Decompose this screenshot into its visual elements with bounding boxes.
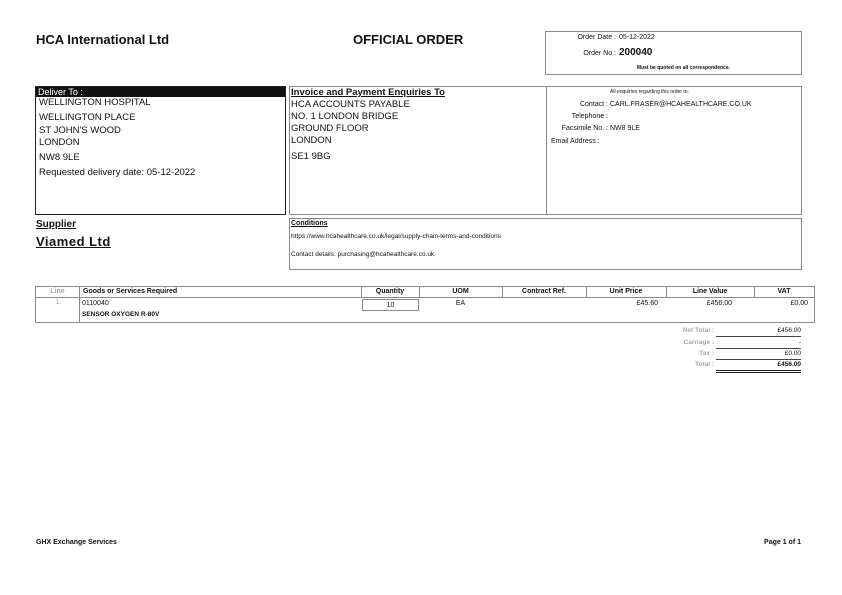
conditions-contact: Contact details: purchasing@hcahealthcare.co.uk bbox=[291, 251, 435, 258]
conditions-label: Conditions bbox=[291, 220, 328, 227]
invoice-line-4: LONDON bbox=[291, 135, 332, 146]
invoice-postcode: SE1 9BG bbox=[291, 151, 331, 162]
line-col-sep bbox=[79, 287, 80, 322]
order-date-value: 05-12-2022 bbox=[619, 34, 655, 41]
header-vat: VAT bbox=[777, 288, 791, 295]
conditions-url: https://www.hcahealthcare.co.uk/legal/supply-chain-terms-and-conditions bbox=[291, 233, 501, 240]
row-unit-price: £45.60 bbox=[636, 300, 658, 307]
row-item-description: SENSOR OXYGEN R-80V bbox=[82, 311, 160, 318]
company-name: HCA International Ltd bbox=[36, 32, 170, 47]
invoice-line-2: NO. 1 LONDON BRIDGE bbox=[291, 111, 399, 122]
deliver-line-2: WELLINGTON PLACE bbox=[39, 112, 136, 123]
row-line-number: 1 bbox=[55, 299, 60, 306]
tax-value: £0.00 bbox=[716, 350, 801, 360]
header-line: Line bbox=[50, 288, 65, 295]
deliver-line-3: ST JOHN'S WOOD bbox=[39, 125, 121, 136]
header-line-value: Line Value bbox=[692, 288, 728, 295]
total-label: Total : bbox=[694, 361, 714, 368]
net-total-label: Net Total : bbox=[682, 327, 714, 334]
carriage-value: - bbox=[716, 339, 801, 349]
tax-label: Tax : bbox=[699, 350, 714, 357]
enquiries-divider bbox=[546, 87, 547, 214]
row-quantity: 10 bbox=[362, 299, 419, 311]
header-contract: Contract Ref. bbox=[522, 288, 566, 295]
quote-note: Must be quoted on all correspondence. bbox=[636, 65, 730, 71]
row-item-code: 0110040 bbox=[82, 300, 109, 307]
supplier-name: Viamed Ltd bbox=[36, 234, 111, 249]
enquiries-note: All enquiries regarding this order to: bbox=[610, 89, 689, 95]
fax-value: NW8 9LE bbox=[610, 125, 640, 132]
footer-provider: GHX Exchange Services bbox=[36, 539, 117, 546]
invoice-enquiries-box bbox=[289, 86, 802, 215]
header-unit-price: Unit Price bbox=[609, 288, 643, 295]
deliver-to-label: Deliver To : bbox=[36, 87, 285, 97]
order-date-label: Order Date : bbox=[577, 34, 616, 41]
header-uom: UOM bbox=[452, 288, 469, 295]
deliver-to-box bbox=[35, 86, 286, 215]
conditions-box bbox=[289, 218, 802, 270]
contact-value: CARL.FRASER@HCAHEALTHCARE.CO.UK bbox=[610, 101, 752, 108]
order-no-value: 200040 bbox=[619, 47, 653, 58]
requested-delivery-date: Requested delivery date: 05-12-2022 bbox=[39, 167, 196, 178]
table-header-rule bbox=[36, 297, 814, 298]
email-label: Email Address : bbox=[551, 138, 600, 145]
invoice-line-3: GROUND FLOOR bbox=[291, 123, 369, 134]
header-quantity: Quantity bbox=[375, 288, 405, 295]
row-uom: EA bbox=[455, 300, 466, 307]
total-value: £456.00 bbox=[716, 361, 801, 373]
telephone-label: Telephone : bbox=[571, 113, 608, 120]
order-no-label: Order No : bbox=[583, 50, 616, 57]
header-goods: Goods or Services Required bbox=[83, 288, 178, 295]
footer-page-number: Page 1 of 1 bbox=[764, 539, 801, 546]
carriage-label: Carriage : bbox=[683, 339, 714, 346]
fax-label: Facsimile No. : bbox=[561, 125, 608, 132]
row-line-value: £456.00 bbox=[706, 300, 732, 307]
deliver-line-4: LONDON bbox=[39, 137, 80, 148]
deliver-line-1: WELLINGTON HOSPITAL bbox=[39, 97, 151, 108]
invoice-line-1: HCA ACCOUNTS PAYABLE bbox=[291, 99, 410, 110]
contact-label: Contact : bbox=[579, 101, 608, 108]
deliver-line-5: NW8 9LE bbox=[39, 152, 80, 163]
document-title: OFFICIAL ORDER bbox=[353, 32, 464, 47]
net-total-value: £456.00 bbox=[716, 327, 801, 337]
items-table bbox=[35, 286, 815, 323]
order-info-box bbox=[545, 31, 802, 75]
row-vat: £0.00 bbox=[790, 300, 808, 307]
invoice-label: Invoice and Payment Enquiries To bbox=[291, 87, 445, 98]
supplier-label: Supplier bbox=[36, 219, 77, 230]
